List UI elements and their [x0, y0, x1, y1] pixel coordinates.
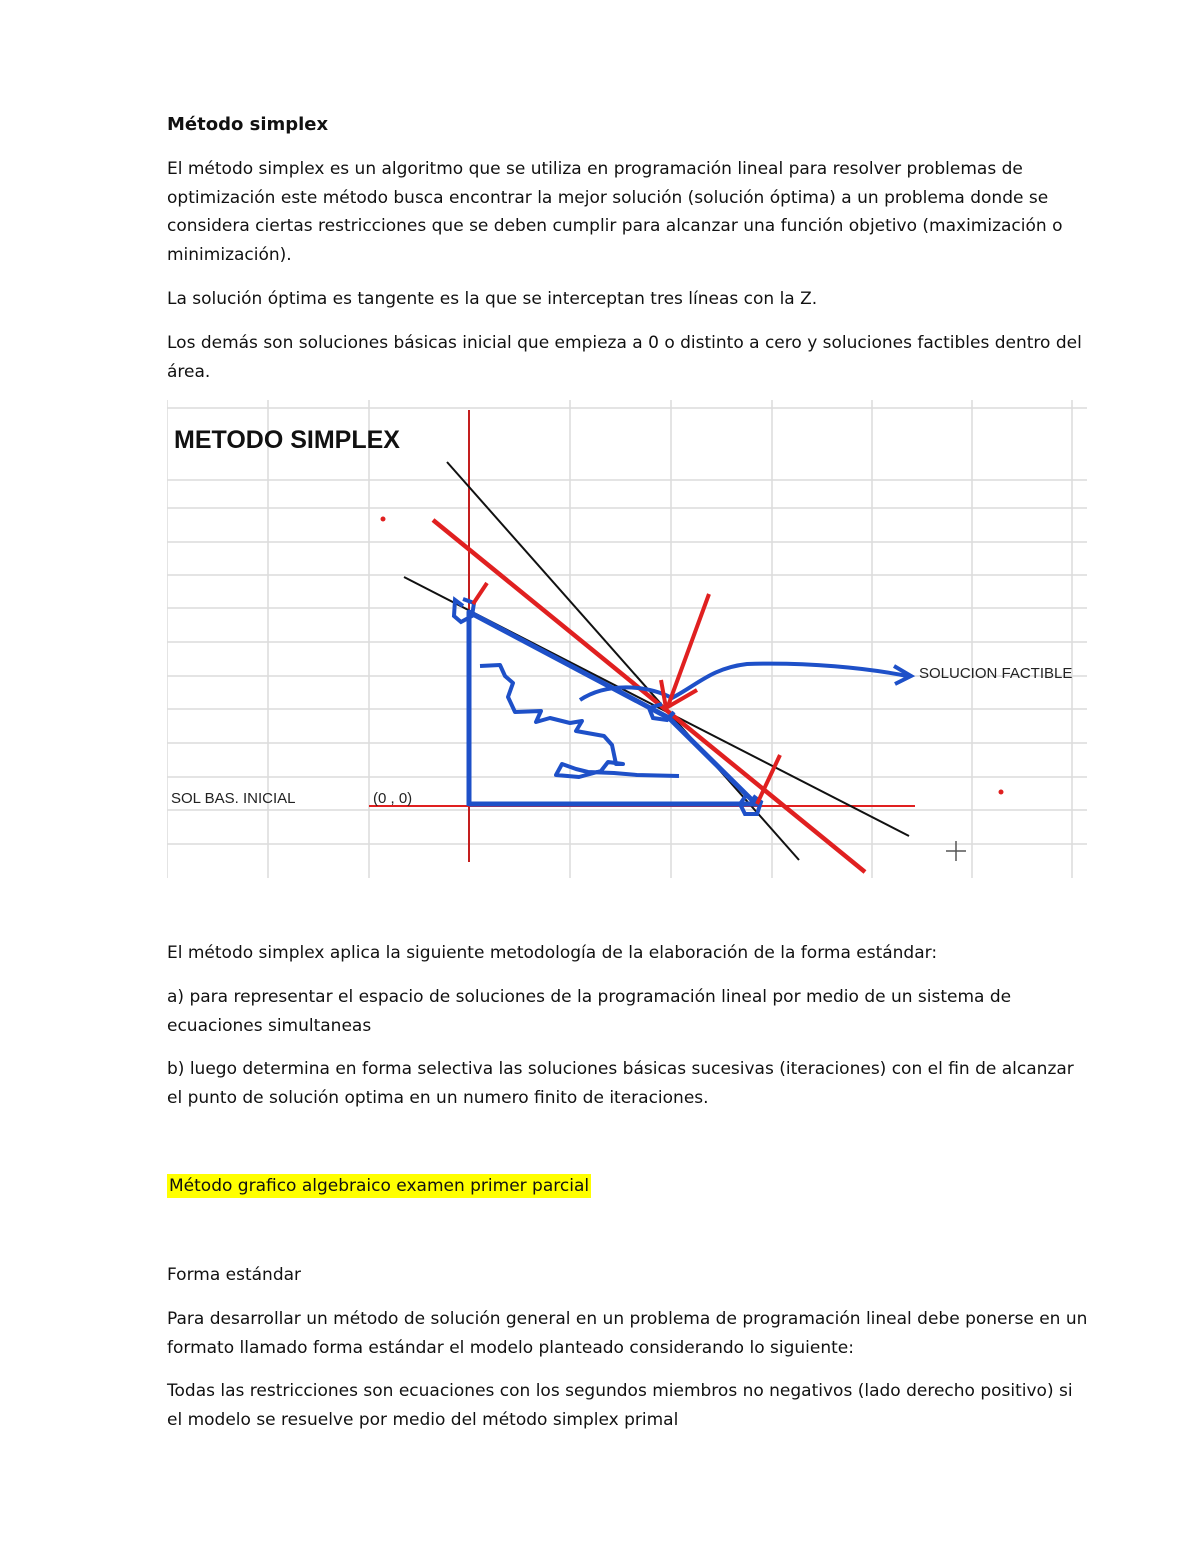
- simplex-figure: [167, 400, 1087, 878]
- step-b-paragraph: b) luego determina en forma selectiva las soluciones básicas sucesivas (iteraciones) con el fin de alcanzar el punto de solución optima en un numero finito de iteraciones.: [167, 1059, 1074, 1108]
- forma-paragraph: Para desarrollar un método de solución general en un problema de programación lineal debe ponerse en un formato llamado forma estándar el modelo planteado considerando lo siguiente:: [167, 1309, 1088, 1358]
- highlight-span: Método grafico algebraico examen primer parcial: [169, 1176, 590, 1196]
- red-dot-left: [381, 517, 386, 522]
- page-title: Método simplex: [167, 114, 329, 135]
- constraint-line-1: [447, 462, 799, 860]
- red-arrow-bottom: [757, 755, 780, 804]
- red-arrow-top: [473, 583, 487, 604]
- others-paragraph: Los demás son soluciones básicas inicial que empieza a 0 o distinto a cero y soluciones factibles dentro del área.: [167, 333, 1082, 382]
- red-dot-right: [999, 790, 1004, 795]
- objective-line-z: [433, 520, 865, 872]
- method-intro-paragraph: El método simplex aplica la siguiente metodología de la elaboración de la forma estándar:: [167, 943, 938, 963]
- feasible-area-squiggle: [480, 665, 679, 777]
- step-a-paragraph: a) para representar el espacio de soluciones de la programación lineal por medio de un sistema de ecuaciones simultaneas: [167, 987, 1012, 1036]
- forma-heading: Forma estándar: [167, 1265, 302, 1285]
- highlighted-heading: [167, 1172, 1092, 1201]
- optimal-paragraph: La solución óptima es tangente es la que se interceptan tres líneas con la Z.: [167, 289, 818, 309]
- intro-paragraph: El método simplex es un algoritmo que se utiliza en programación lineal para resolver problemas de optimización este método busca encontrar la mejor solución (solución óptima) a un problema donde se considera ciertas restricciones que se deben cumplir para alcanzar una función objetivo (maximización o minimización).: [167, 159, 1063, 265]
- figure-title: METODO SIMPLEX: [174, 426, 400, 454]
- vertex-loop-top: [454, 599, 474, 622]
- label-solucion-factible: SOLUCION FACTIBLE: [919, 665, 1073, 682]
- label-sol-bas-inicial: SOL BAS. INICIAL: [171, 790, 296, 807]
- restricciones-paragraph: Todas las restricciones son ecuaciones con los segundos miembros no negativos (lado derecho positivo) si el modelo se resuelve por medio del método simplex primal: [167, 1381, 1073, 1430]
- simplex-sketch: [167, 400, 1087, 878]
- label-origin: (0 , 0): [373, 790, 413, 807]
